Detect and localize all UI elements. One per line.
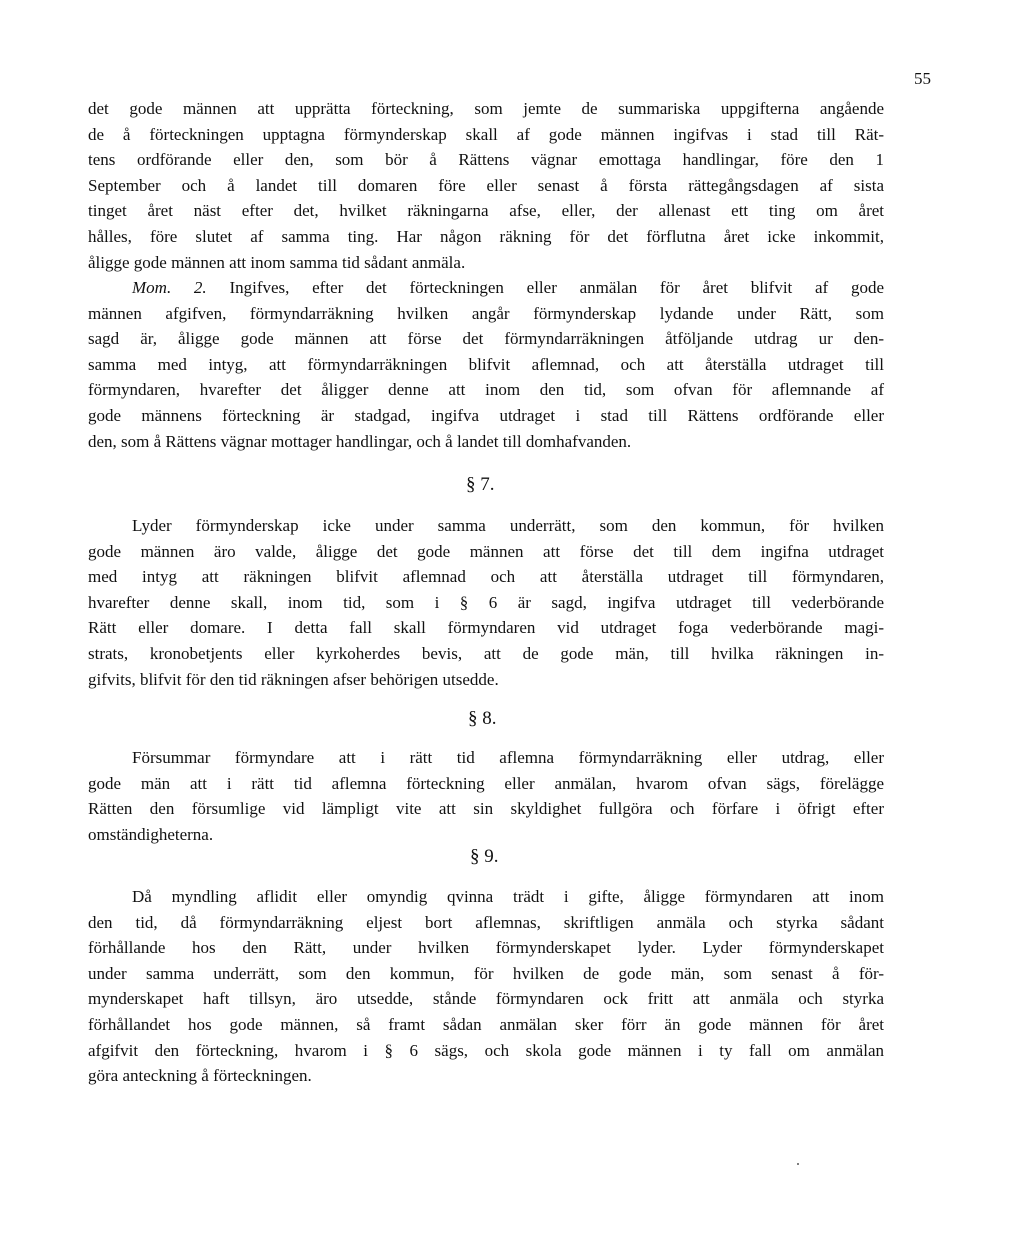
text-line: åligge gode männen att inom samma tid sådant anmäla.: [88, 252, 466, 272]
text-line: tinget året näst efter det, hvilket räkningarna afse, eller, der allenast ett ting om året: [88, 201, 884, 221]
text-line: Då myndling aflidit eller omyndig qvinna trädt i gifte, åligge förmyndaren att inom: [132, 887, 884, 906]
text-line: strats, kronobetjents eller kyrkoherdes bevis, att de gode män, till hvilka räkningen in-: [88, 643, 884, 663]
text-line: förmyndaren, hvarefter det åligger denne att inom den tid, som ofvan för aflemnande af: [88, 380, 884, 400]
moment-2-paragraph: [88, 275, 884, 454]
section-9-paragraph: [88, 884, 884, 1089]
text-line: männen afgifven, förmyndarräkning hvilken angår förmynderskap lydande under Rätt, som: [88, 303, 884, 323]
text-line: den, som å Rättens vägnar mottager handlingar, och å landet till domhafvanden.: [88, 431, 632, 451]
text-line: [88, 275, 884, 301]
page-number: 55: [914, 69, 931, 88]
section-9-heading: § 9.: [470, 846, 499, 867]
text-line: tens ordförande eller den, som bör å Rättens vägnar emottaga handlingar, före den 1: [88, 150, 884, 170]
text-line: hvarefter denne skall, inom tid, som i § 6 är sagd, ingifva utdraget till vederbörande: [88, 592, 884, 612]
text-line: gode män att i rätt tid aflemna förteckning eller anmälan, hvarom ofvan sägs, förelägge: [88, 773, 884, 793]
text-line: den tid, då förmyndarräkning eljest bort aflemnas, skriftligen anmäla och styrka sådant: [88, 912, 884, 932]
text-line: gifvits, blifvit för den tid räkningen afser behörigen utsedde.: [88, 669, 499, 689]
moment-first-line: Ingifves, efter det förteckningen eller anmälan för året blifvit af gode: [229, 278, 884, 297]
text-line: sagd är, åligge gode männen att förse det förmyndarräkningen åtföljande utdrag ur den-: [88, 329, 884, 349]
section-7-heading: § 7.: [466, 474, 495, 495]
text-line: de å förteckningen upptagna förmynderskap skall af gode männen ingifvas i stad till Rät-: [88, 124, 884, 144]
text-line: Lyder förmynderskap icke under samma underrätt, som den kommun, för hvilken: [132, 516, 884, 535]
text-line: göra anteckning å förteckningen.: [88, 1066, 312, 1086]
text-line: förhållandet hos gode männen, så framt sådan anmälan sker förr än gode männen för året: [88, 1014, 884, 1034]
section-8-heading: § 8.: [468, 708, 497, 729]
paragraph-continuation: [88, 96, 884, 275]
text-line: samma med intyg, att förmyndarräkningen blifvit aflemnad, och att återställa utdraget till: [88, 354, 884, 374]
text-line: hålles, före slutet af samma ting. Har någon räkning för det förflutna året icke inkommit,: [88, 226, 884, 246]
text-line: gode männens förteckning är stadgad, ingifva utdraget i stad till Rättens ordförande eller: [88, 405, 884, 425]
text-line: mynderskapet haft tillsyn, äro utsedde, stånde förmyndaren ock fritt att anmäla och styrka: [88, 989, 884, 1009]
text-line: Rätt eller domare. I detta fall skall förmyndaren vid utdraget foga vederbörande magi-: [88, 618, 884, 638]
text-line: förhållande hos den Rätt, under hvilken förmynderskapet lyder. Lyder förmynderskapet: [88, 938, 884, 958]
section-7-paragraph: [88, 513, 884, 692]
moment-label: Mom. 2.: [132, 278, 207, 297]
section-8-paragraph: [88, 745, 884, 847]
text-line: omständigheterna.: [88, 824, 214, 844]
scan-speck: [797, 1163, 799, 1165]
text-line: Rätten den försumlige vid lämpligt vite att sin skyldighet fullgöra och förfare i öfrigt efter: [88, 799, 884, 819]
text-line: afgifvit den förteckning, hvarom i § 6 sägs, och skola gode männen i ty fall om anmälan: [88, 1040, 884, 1060]
text-line: under samma underrätt, som den kommun, för hvilken de gode män, som senast å för-: [88, 963, 884, 983]
text-line: Försummar förmyndare att i rätt tid aflemna förmyndarräkning eller utdrag, eller: [132, 748, 884, 767]
text-line: September och å landet till domaren före eller senast å första rättegångsdagen af sista: [88, 175, 884, 195]
text-line: gode männen äro valde, åligge det gode männen att förse det till dem ingifna utdraget: [88, 541, 884, 561]
text-line: med intyg att räkningen blifvit aflemnad och att återställa utdraget till förmyndaren,: [88, 567, 884, 587]
text-line: det gode männen att upprätta förteckning, som jemte de summariska uppgifterna angående: [88, 99, 884, 118]
